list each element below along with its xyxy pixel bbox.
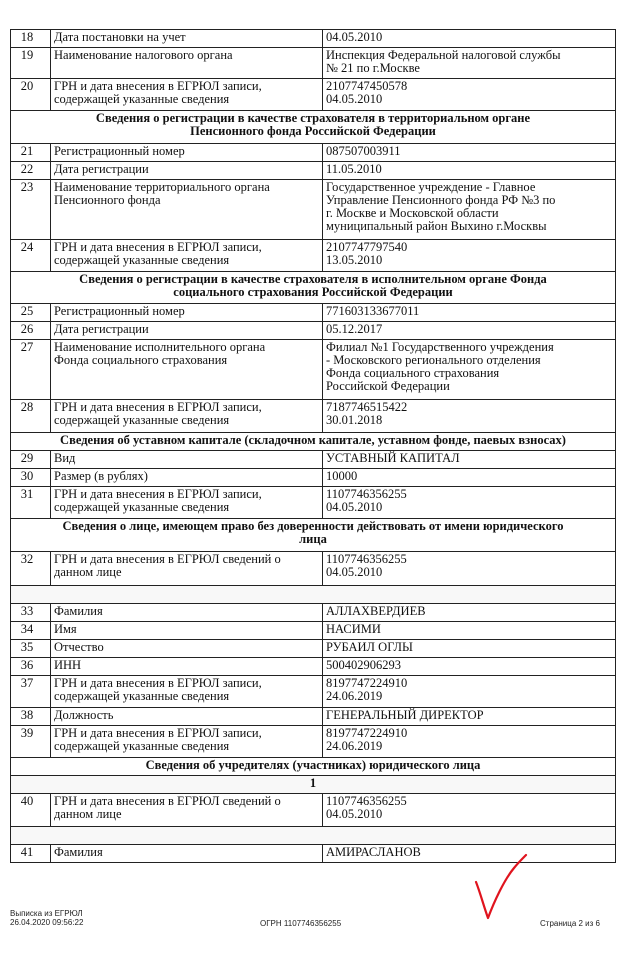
blank-cell <box>11 827 616 845</box>
handwritten-checkmark <box>470 852 530 922</box>
row-value: УСТАВНЫЙ КАПИТАЛ <box>323 451 616 469</box>
row-label: Регистрационный номер <box>51 304 323 322</box>
row-value: Государственное учреждение - Главное Управление Пенсионного фонда РФ №3 по г. Москве и Московской области муниципальный район Выхино г.Москвы <box>323 180 616 240</box>
row-number: 20 <box>11 79 51 111</box>
row-value: 10000 <box>323 469 616 487</box>
row-value: 1107746356255 04.05.2010 <box>323 552 616 586</box>
row-number: 26 <box>11 322 51 340</box>
row-value: 1107746356255 04.05.2010 <box>323 794 616 827</box>
row-value: 500402906293 <box>323 658 616 676</box>
row-number: 30 <box>11 469 51 487</box>
table-row <box>11 451 616 469</box>
table-row <box>11 48 616 79</box>
row-value: 8197747224910 24.06.2019 <box>323 726 616 758</box>
row-label: Дата регистрации <box>51 162 323 180</box>
row-value: 05.12.2017 <box>323 322 616 340</box>
table-row <box>11 794 616 827</box>
row-label: ГРН и дата внесения в ЕГРЮЛ записи, содержащей указанные сведения <box>51 400 323 433</box>
table-row <box>11 240 616 272</box>
row-value: 771603133677011 <box>323 304 616 322</box>
row-label: Вид <box>51 451 323 469</box>
row-label: Наименование территориального органа Пенсионного фонда <box>51 180 323 240</box>
row-number: 23 <box>11 180 51 240</box>
row-number: 29 <box>11 451 51 469</box>
table-row <box>11 640 616 658</box>
row-label: Фамилия <box>51 845 323 863</box>
row-number: 21 <box>11 144 51 162</box>
table-row <box>11 400 616 433</box>
table-row <box>11 726 616 758</box>
row-value: 04.05.2010 <box>323 30 616 48</box>
row-value: 8197747224910 24.06.2019 <box>323 676 616 708</box>
footer-ogrn: ОГРН 1107746356255 <box>260 919 342 928</box>
row-value: 2107747797540 13.05.2010 <box>323 240 616 272</box>
row-label: Наименование исполнительного органа Фонда социального страхования <box>51 340 323 400</box>
table-row <box>11 487 616 519</box>
blank-row <box>11 827 616 845</box>
row-value: 11.05.2010 <box>323 162 616 180</box>
row-value: 087507003911 <box>323 144 616 162</box>
section-header: Сведения об учредителях (участниках) юридического лица <box>11 758 616 776</box>
table-row <box>11 340 616 400</box>
row-number: 35 <box>11 640 51 658</box>
section-header: Сведения о регистрации в качестве страхователя в территориальном органе Пенсионного фонда Российской Федерации <box>11 111 616 144</box>
row-label: Дата постановки на учет <box>51 30 323 48</box>
table-row <box>11 322 616 340</box>
egrul-extract-table <box>10 29 616 863</box>
table-row <box>11 676 616 708</box>
section-header: Сведения о регистрации в качестве страхователя в исполнительном органе Фонда социального страхования Российской Федерации <box>11 272 616 304</box>
table-row <box>11 658 616 676</box>
row-label: ГРН и дата внесения в ЕГРЮЛ сведений о данном лице <box>51 552 323 586</box>
row-label: Регистрационный номер <box>51 144 323 162</box>
section-header-row <box>11 272 616 304</box>
table-row <box>11 604 616 622</box>
row-label: ГРН и дата внесения в ЕГРЮЛ сведений о данном лице <box>51 794 323 827</box>
row-number: 33 <box>11 604 51 622</box>
row-label: ГРН и дата внесения в ЕГРЮЛ записи, содержащей указанные сведения <box>51 487 323 519</box>
section-header-row <box>11 519 616 552</box>
table-row <box>11 708 616 726</box>
table-row <box>11 162 616 180</box>
table-row <box>11 144 616 162</box>
row-label: Отчество <box>51 640 323 658</box>
footer-doc-datetime: 26.04.2020 09:56:22 <box>10 918 84 927</box>
table-row <box>11 304 616 322</box>
table-row <box>11 469 616 487</box>
footer-page-number: Страница 2 из 6 <box>540 919 600 928</box>
row-label: ГРН и дата внесения в ЕГРЮЛ записи, содержащей указанные сведения <box>51 676 323 708</box>
row-label: ИНН <box>51 658 323 676</box>
table-row <box>11 30 616 48</box>
row-number: 38 <box>11 708 51 726</box>
row-number: 32 <box>11 552 51 586</box>
row-number: 41 <box>11 845 51 863</box>
row-value: АМИРАСЛАНОВ <box>323 845 616 863</box>
row-label: Наименование налогового органа <box>51 48 323 79</box>
row-label: Размер (в рублях) <box>51 469 323 487</box>
subsection-row <box>11 776 616 794</box>
row-number: 24 <box>11 240 51 272</box>
row-value: НАСИМИ <box>323 622 616 640</box>
footer-doc-title: Выписка из ЕГРЮЛ <box>10 909 83 918</box>
table-row <box>11 79 616 111</box>
row-label: Должность <box>51 708 323 726</box>
row-number: 28 <box>11 400 51 433</box>
section-header-row <box>11 111 616 144</box>
row-number: 18 <box>11 30 51 48</box>
row-value: ГЕНЕРАЛЬНЫЙ ДИРЕКТОР <box>323 708 616 726</box>
row-label: ГРН и дата внесения в ЕГРЮЛ записи, содержащей указанные сведения <box>51 726 323 758</box>
row-number: 19 <box>11 48 51 79</box>
row-value: Филиал №1 Государственного учреждения - Московского регионального отделения Фонда социального страхования Российской Федерации <box>323 340 616 400</box>
row-number: 34 <box>11 622 51 640</box>
row-label: ГРН и дата внесения в ЕГРЮЛ записи, содержащей указанные сведения <box>51 240 323 272</box>
row-label: Дата регистрации <box>51 322 323 340</box>
row-value: 7187746515422 30.01.2018 <box>323 400 616 433</box>
row-number: 39 <box>11 726 51 758</box>
table-row <box>11 622 616 640</box>
row-number: 25 <box>11 304 51 322</box>
row-number: 37 <box>11 676 51 708</box>
section-header-row <box>11 758 616 776</box>
row-label: Фамилия <box>51 604 323 622</box>
row-value: АЛЛАХВЕРДИЕВ <box>323 604 616 622</box>
table-row <box>11 180 616 240</box>
table-row <box>11 552 616 586</box>
table-body <box>11 30 616 863</box>
row-number: 36 <box>11 658 51 676</box>
row-value: Инспекция Федеральной налоговой службы № 21 по г.Москве <box>323 48 616 79</box>
row-value: 1107746356255 04.05.2010 <box>323 487 616 519</box>
section-header-row <box>11 433 616 451</box>
row-label: Имя <box>51 622 323 640</box>
row-value: РУБАИЛ ОГЛЫ <box>323 640 616 658</box>
blank-row <box>11 586 616 604</box>
row-number: 31 <box>11 487 51 519</box>
section-header: Сведения об уставном капитале (складочном капитале, уставном фонде, паевых взносах) <box>11 433 616 451</box>
subsection-number: 1 <box>11 776 616 794</box>
row-value: 2107747450578 04.05.2010 <box>323 79 616 111</box>
row-number: 22 <box>11 162 51 180</box>
row-label: ГРН и дата внесения в ЕГРЮЛ записи, содержащей указанные сведения <box>51 79 323 111</box>
row-number: 27 <box>11 340 51 400</box>
row-number: 40 <box>11 794 51 827</box>
footer-doc-info <box>10 909 83 927</box>
blank-cell <box>11 586 616 604</box>
section-header: Сведения о лице, имеющем право без доверенности действовать от имени юридического лица <box>11 519 616 552</box>
